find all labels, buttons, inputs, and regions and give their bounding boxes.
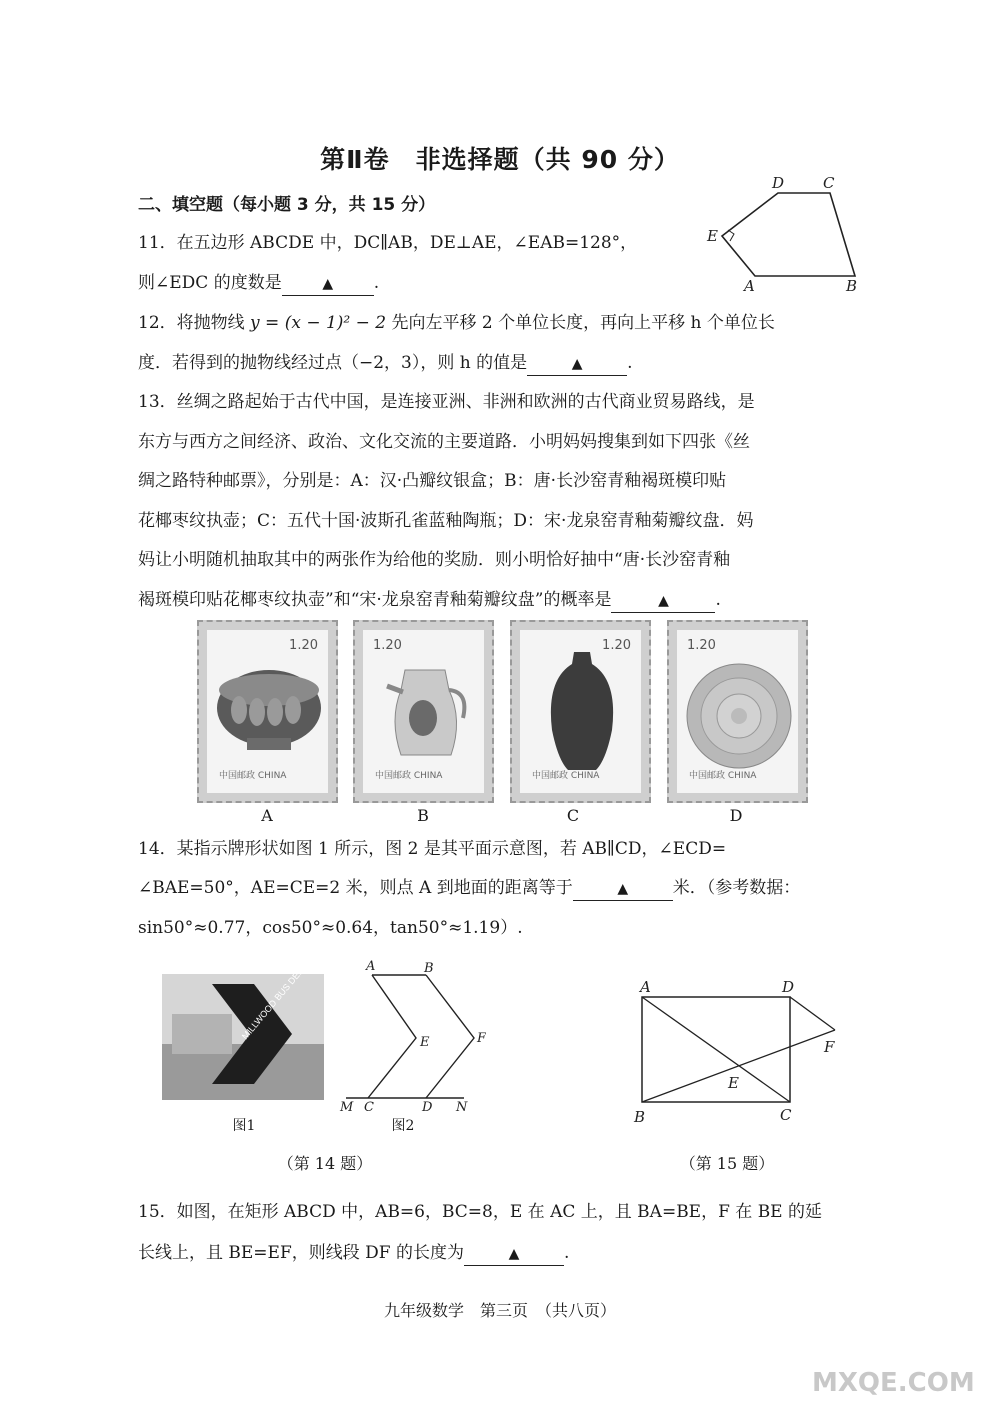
watermark: MXQE.COM bbox=[812, 1368, 975, 1398]
q13-line4: 花椰枣纹执壶；C：五代十国·波斯孔雀蓝釉陶瓶；D：宋·龙泉窑青釉菊瓣纹盘．妈 bbox=[138, 511, 754, 531]
q15-line1: 15．如图，在矩形 ABCD 中，AB=6，BC=8，E 在 AC 上，且 BA=BE，F 在 BE 的延 bbox=[138, 1202, 822, 1222]
stamp-label-d: D bbox=[729, 806, 743, 825]
fig1-caption: 图1 bbox=[232, 1118, 256, 1134]
svg-text:C: C bbox=[780, 1106, 792, 1124]
q15-rectangle-figure bbox=[630, 972, 850, 1130]
fig-label-D: D bbox=[772, 175, 785, 192]
q11-line2: 则∠EDC 的度数是 ▲ . bbox=[138, 272, 379, 296]
svg-text:A: A bbox=[640, 978, 651, 996]
q13-line1: 13．丝绸之路起始于古代中国，是连接亚洲、非洲和欧洲的古代商业贸易路线，是 bbox=[138, 392, 755, 412]
answer-mark: ▲ bbox=[322, 276, 334, 292]
svg-text:B: B bbox=[634, 1108, 646, 1126]
q11-pentagon-figure bbox=[700, 175, 870, 295]
page-footer: 九年级数学 第三页 （共八页） bbox=[383, 1301, 616, 1320]
q15-caption: （第 15 题） bbox=[679, 1154, 775, 1173]
fig-label-C: C bbox=[823, 175, 835, 192]
q13-line3: 绸之路特种邮票》，分别是：A：汉·凸瓣纹银盒；B：唐·长沙窑青釉褐斑模印贴 bbox=[138, 471, 727, 491]
svg-text:F: F bbox=[824, 1038, 835, 1056]
svg-text:F: F bbox=[477, 1031, 486, 1046]
q13-line6: 褐斑模印贴花椰枣纹执壶”和“宋·龙泉窑青釉菊瓣纹盘”的概率是 ▲ . bbox=[138, 589, 721, 613]
q11-line1: 11．在五边形 ABCDE 中，DC∥AB，DE⊥AE，∠EAB=128°， bbox=[138, 233, 638, 253]
fig-label-B: B bbox=[846, 277, 858, 295]
answer-mark: ▲ bbox=[658, 593, 669, 609]
svg-text:A: A bbox=[366, 959, 376, 974]
svg-text:N: N bbox=[456, 1100, 468, 1115]
stamp-b: 1.20 中国邮政 CHINA bbox=[353, 620, 494, 803]
stamp-label-a: A bbox=[261, 806, 273, 825]
svg-text:E: E bbox=[728, 1074, 739, 1092]
fig-label-E: E bbox=[707, 227, 718, 245]
q12-formula: y = (x − 1)² − 2 bbox=[250, 313, 387, 333]
svg-text:M: M bbox=[340, 1100, 354, 1115]
section-heading: 二、填空题（每小题 3 分，共 15 分） bbox=[138, 195, 436, 215]
page-title: 第Ⅱ卷 非选择题（共 90 分） bbox=[320, 145, 680, 174]
answer-mark: ▲ bbox=[617, 881, 629, 897]
q14-caption: （第 14 题） bbox=[277, 1154, 373, 1173]
answer-mark: ▲ bbox=[571, 356, 583, 372]
svg-text:D: D bbox=[422, 1100, 433, 1115]
stamp-a: 1.20 中国邮政 CHINA bbox=[197, 620, 338, 803]
q14-fig2-diagram bbox=[336, 958, 486, 1118]
stamp-d: 1.20 中国邮政 CHINA bbox=[667, 620, 808, 803]
q14-line2: ∠BAE=50°，AE=CE=2 米，则点 A 到地面的距离等于 ▲ 米．（参考数据： bbox=[138, 877, 800, 901]
stamp-label-c: C bbox=[566, 806, 580, 825]
q12-line2: 度．若得到的抛物线经过点（−2，3），则 h 的值是 ▲ . bbox=[138, 352, 633, 376]
q15-line2: 长线上，且 BE=EF，则线段 DF 的长度为 ▲ . bbox=[138, 1242, 569, 1266]
answer-mark: ▲ bbox=[508, 1246, 520, 1262]
fig2-caption: 图2 bbox=[391, 1118, 415, 1134]
svg-text:E: E bbox=[420, 1035, 430, 1050]
q14-line3: sin50°≈0.77，cos50°≈0.64，tan50°≈1.19）. bbox=[138, 918, 523, 938]
svg-text:B: B bbox=[424, 961, 434, 976]
svg-text:D: D bbox=[782, 978, 795, 996]
q13-line2: 东方与西方之间经济、政治、文化交流的主要道路．小明妈妈搜集到如下四张《丝 bbox=[138, 432, 750, 452]
q12-line1: 12．将抛物线 y = (x − 1)² − 2 先向左平移 2 个单位长度，再向上平移 h 个单位长 bbox=[138, 313, 775, 333]
stamp-label-b: B bbox=[417, 806, 429, 825]
fig-label-A: A bbox=[744, 277, 755, 295]
svg-text:C: C bbox=[364, 1100, 374, 1115]
q14-line1: 14．某指示牌形状如图 1 所示，图 2 是其平面示意图，若 AB∥CD，∠ECD= bbox=[138, 839, 727, 859]
q13-line5: 妈让小明随机抽取其中的两张作为给他的奖励．则小明恰好抽中“唐·长沙窑青釉 bbox=[138, 550, 731, 570]
q14-fig1-photo bbox=[162, 974, 324, 1100]
stamp-c: 1.20 中国邮政 CHINA bbox=[510, 620, 651, 803]
